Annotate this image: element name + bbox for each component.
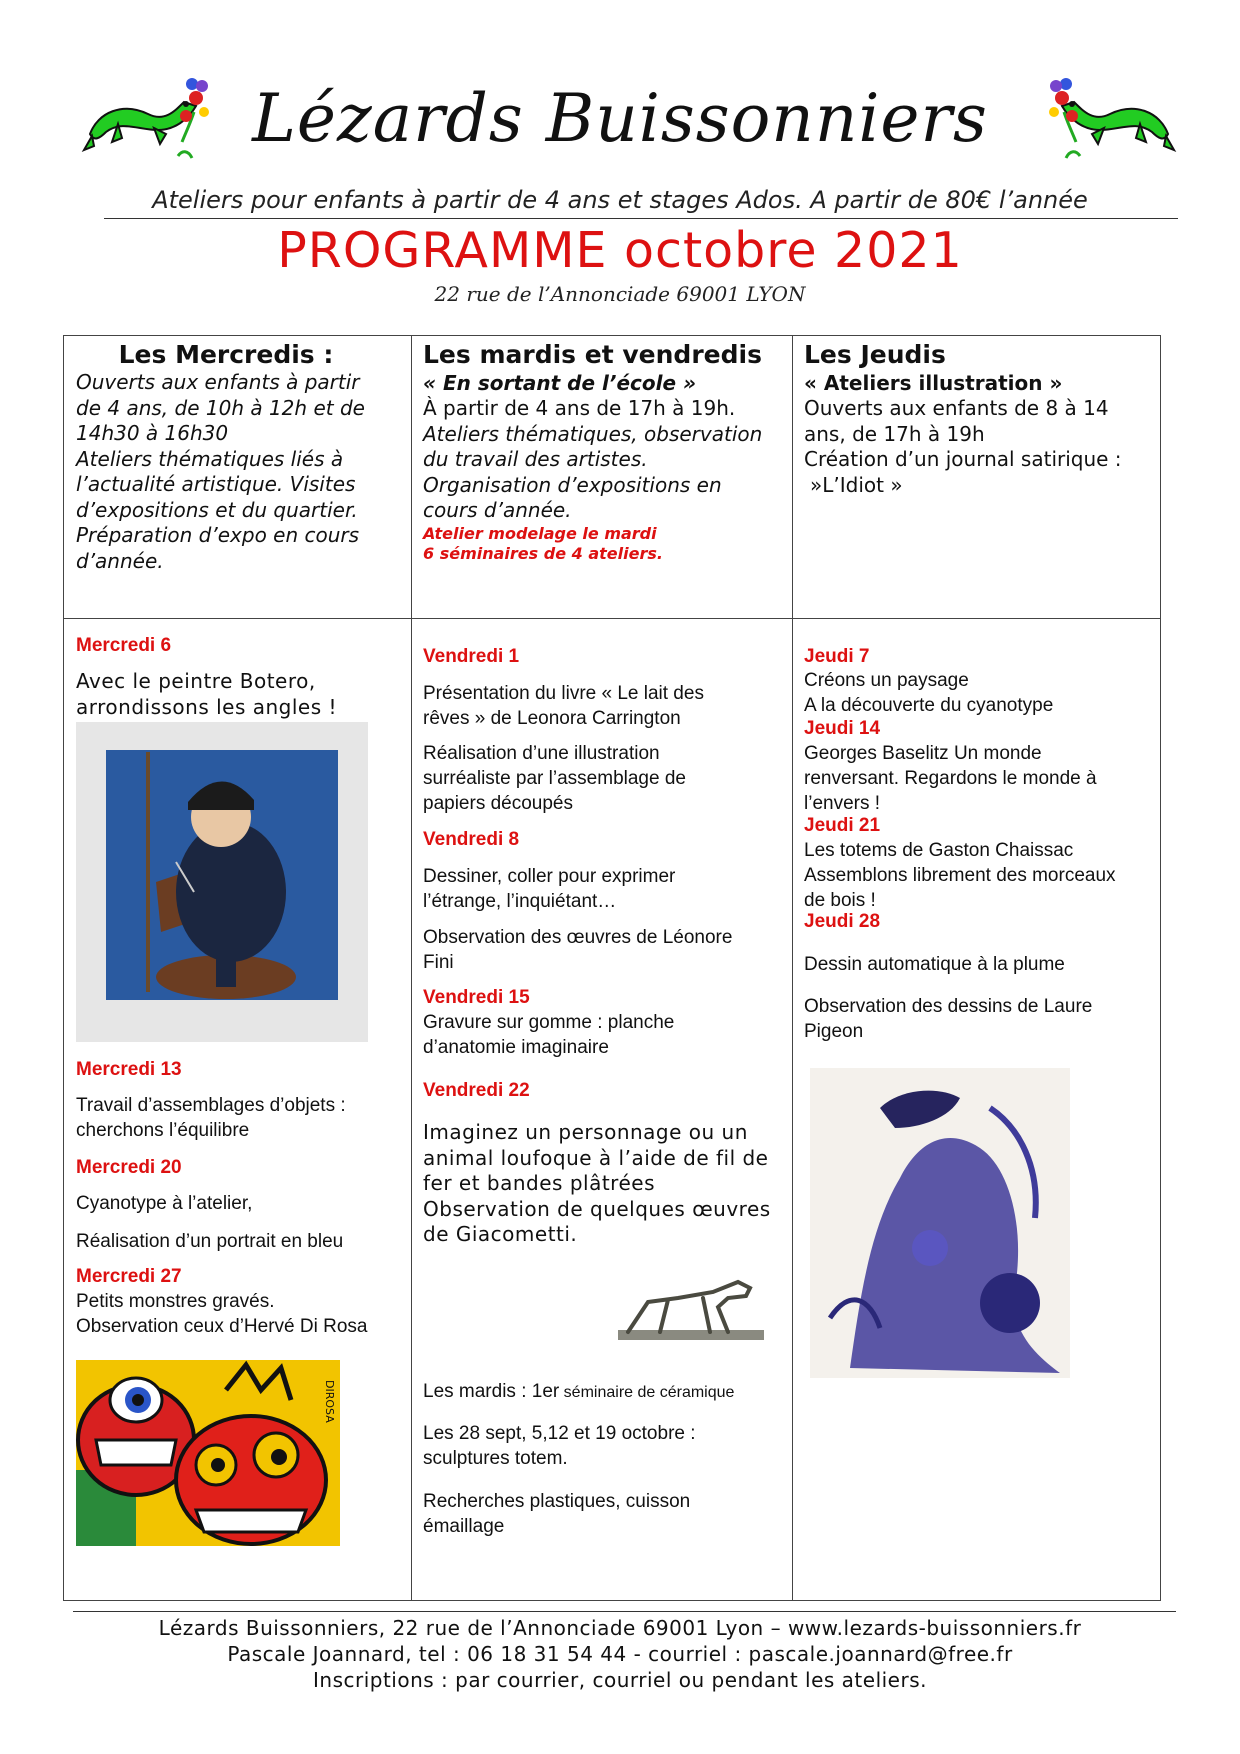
session-description bbox=[76, 669, 406, 720]
info-line: Ouverts aux enfants de 8 à 14 bbox=[804, 396, 1109, 420]
seminar-text: séminaire de céramique bbox=[559, 1384, 735, 1401]
info-line: Ouverts aux enfants à partir bbox=[76, 370, 360, 394]
session-description bbox=[423, 864, 789, 914]
footer-divider bbox=[73, 1611, 1176, 1612]
info-line: d’expositions et du quartier. bbox=[76, 497, 358, 522]
session-line: Les totems de Gaston Chaissac bbox=[804, 840, 1074, 861]
session-line: Pigeon bbox=[804, 1021, 864, 1042]
session-description bbox=[804, 741, 1159, 816]
session-description bbox=[76, 1289, 406, 1339]
session-line: Observation des dessins de Laure bbox=[804, 996, 1093, 1017]
info-line: 14h30 à 16h30 bbox=[76, 421, 229, 445]
info-line: Ateliers thématiques, observation bbox=[423, 421, 763, 446]
info-line: Création d’un journal satirique : bbox=[804, 447, 1122, 471]
session-line: cherchons l’équilibre bbox=[76, 1120, 250, 1141]
session-line: A la découverte du cyanotype bbox=[804, 695, 1054, 716]
mardis-subheading: « En sortant de l’école » bbox=[423, 371, 696, 395]
session-description bbox=[804, 994, 1159, 1044]
info-line: Préparation d’expo en cours bbox=[76, 523, 360, 547]
session-line: Dessiner, coller pour exprimer bbox=[423, 866, 676, 887]
mardis-heading: Les mardis et vendredis bbox=[423, 340, 762, 369]
session-line: Observation ceux d’Hervé Di Rosa bbox=[76, 1316, 368, 1337]
mardis-seminar-line bbox=[423, 1379, 789, 1405]
session-description bbox=[423, 925, 789, 975]
tagline: Ateliers pour enfants à partir de 4 ans et stages Ados. A partir de 80€ l’année bbox=[152, 186, 1088, 214]
laure-pigeon-drawing-image bbox=[810, 1068, 1070, 1378]
session-line: Cyanotype à l’atelier, bbox=[76, 1193, 253, 1214]
session-day: Vendredi 1 bbox=[423, 646, 520, 667]
session-day: Jeudi 28 bbox=[804, 911, 881, 932]
jeudis-info bbox=[804, 340, 1159, 498]
session-line: Réalisation d’une illustration bbox=[423, 743, 660, 764]
session-line: Imaginez un personnage ou un bbox=[423, 1120, 748, 1144]
session-line: Fini bbox=[423, 952, 454, 973]
session-day: Mercredi 13 bbox=[76, 1059, 182, 1080]
session-day: Jeudi 21 bbox=[804, 815, 881, 836]
session-day: Vendredi 15 bbox=[423, 987, 530, 1008]
footer-inscriptions: Inscriptions : par courrier, courriel ou pendant les ateliers. bbox=[313, 1668, 927, 1692]
session-day: Mercredi 27 bbox=[76, 1266, 182, 1287]
session-line: renversant. Regardons le monde à bbox=[804, 768, 1097, 789]
info-line: À partir de 4 ans de 17h à 19h. bbox=[423, 396, 736, 420]
session-line: Petits monstres gravés. bbox=[76, 1291, 275, 1312]
info-line: »L’Idiot » bbox=[810, 472, 903, 497]
mercredis-heading: Les Mercredis : bbox=[118, 340, 334, 369]
session-line: rêves » de Leonora Carrington bbox=[423, 708, 681, 729]
info-line: Organisation d’expositions en bbox=[423, 472, 722, 497]
session-day: Mercredi 20 bbox=[76, 1157, 182, 1178]
session-line: papiers découpés bbox=[423, 793, 573, 814]
info-line: d’année. bbox=[76, 548, 164, 573]
mardis-info bbox=[423, 340, 789, 564]
dirosa-monsters-image bbox=[76, 1360, 340, 1546]
dirosa-signature: DIROSA bbox=[323, 1380, 336, 1423]
session-line: surréaliste par l’assemblage de bbox=[423, 768, 686, 789]
footer-contact: Pascale Joannard, tel : 06 18 31 54 44 - courriel : pascale.joannard@free.fr bbox=[227, 1642, 1013, 1666]
jeudis-heading: Les Jeudis bbox=[804, 340, 946, 369]
session-day: Mercredi 6 bbox=[76, 635, 172, 656]
session-day: Jeudi 7 bbox=[804, 646, 870, 667]
session-description bbox=[423, 1421, 789, 1471]
session-line: Avec le peintre Botero, bbox=[76, 669, 316, 693]
info-line: de 4 ans, de 10h à 12h et de bbox=[76, 395, 365, 420]
session-line: Gravure sur gomme : planche bbox=[423, 1012, 675, 1033]
session-line: animal loufoque à l’aide de fil de bbox=[423, 1145, 769, 1170]
info-line: l’actualité artistique. Visites bbox=[76, 472, 356, 496]
jeudis-subheading: « Ateliers illustration » bbox=[804, 371, 1063, 395]
info-line: Ateliers thématiques liés à bbox=[76, 446, 344, 471]
session-line: Les 28 sept, 5,12 et 19 octobre : bbox=[423, 1423, 696, 1444]
mercredis-info bbox=[76, 340, 406, 574]
site-title: Lézards Buissonniers bbox=[252, 80, 988, 157]
info-line: cours d’année. bbox=[423, 498, 572, 522]
row-divider bbox=[63, 618, 1161, 619]
session-line: Observation de quelques œuvres bbox=[423, 1196, 771, 1221]
session-line: Recherches plastiques, cuisson bbox=[423, 1491, 691, 1512]
session-description bbox=[423, 1489, 789, 1539]
session-line: l’envers ! bbox=[804, 793, 881, 814]
session-description bbox=[423, 1010, 789, 1060]
session-line: Assemblons librement des morceaux bbox=[804, 865, 1116, 886]
giacometti-dog-sculpture-image bbox=[618, 1262, 764, 1342]
session-day: Vendredi 22 bbox=[423, 1080, 530, 1101]
seminar-text: Les mardis : 1er bbox=[423, 1381, 560, 1402]
session-line: Créons un paysage bbox=[804, 670, 969, 691]
footer-address: Lézards Buissonniers, 22 rue de l’Annonciade 69001 Lyon – www.lezards-buissonniers.fr bbox=[158, 1616, 1082, 1640]
session-line: Travail d’assemblages d’objets : bbox=[76, 1095, 346, 1116]
programme-title: PROGRAMME octobre 2021 bbox=[277, 222, 963, 279]
session-line: Présentation du livre « Le lait des bbox=[423, 683, 704, 704]
session-line: d’anatomie imaginaire bbox=[423, 1037, 609, 1058]
botero-painting-image bbox=[76, 722, 368, 1042]
session-line: sculptures totem. bbox=[423, 1448, 568, 1469]
session-line: de Giacometti. bbox=[423, 1222, 578, 1246]
address: 22 rue de l’Annonciade 69001 LYON bbox=[434, 282, 806, 306]
info-line: ans, de 17h à 19h bbox=[804, 421, 985, 446]
session-line: Dessin automatique à la plume bbox=[804, 954, 1065, 975]
session-line: émaillage bbox=[423, 1516, 505, 1537]
session-line: Georges Baselitz Un monde bbox=[804, 743, 1042, 764]
session-line: Observation des œuvres de Léonore bbox=[423, 927, 733, 948]
session-description bbox=[804, 838, 1159, 913]
modelage-note: Atelier modelage le mardi bbox=[423, 523, 657, 543]
session-description bbox=[423, 681, 789, 731]
session-description bbox=[423, 1120, 789, 1248]
column-divider bbox=[792, 335, 793, 1601]
session-description bbox=[804, 668, 1159, 718]
session-line: arrondissons les angles ! bbox=[76, 694, 338, 719]
session-line: fer et bandes plâtrées bbox=[423, 1171, 655, 1195]
session-description bbox=[76, 1093, 406, 1143]
info-line: du travail des artistes. bbox=[423, 447, 648, 471]
seminaires-note: 6 séminaires de 4 ateliers. bbox=[423, 543, 663, 563]
session-day: Vendredi 8 bbox=[423, 829, 520, 850]
column-divider bbox=[411, 335, 412, 1601]
session-line: de bois ! bbox=[804, 890, 876, 911]
header-divider bbox=[104, 218, 1178, 219]
session-line: l’étrange, l’inquiétant… bbox=[423, 891, 617, 912]
session-description bbox=[423, 741, 789, 816]
session-day: Jeudi 14 bbox=[804, 718, 881, 739]
session-line: Réalisation d’un portrait en bleu bbox=[76, 1231, 344, 1252]
